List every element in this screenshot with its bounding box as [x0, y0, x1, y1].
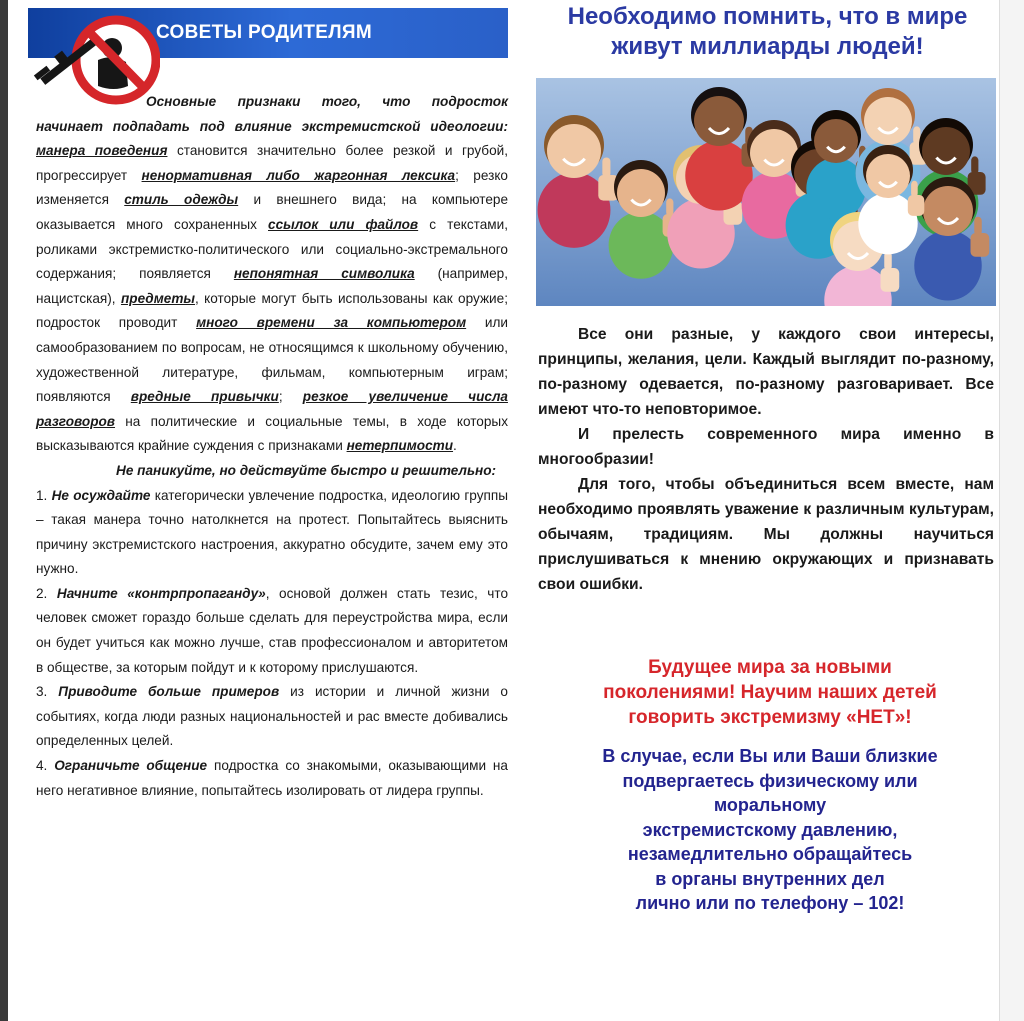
child-face	[547, 124, 601, 178]
diversity-paragraph: Все они разные, у каждого свои интересы, принципы, желания, цели. Каждый выглядит по-разному, по-разному одевается, по-разному разговаривает. Все имеют что-то неповторимое.	[538, 326, 994, 418]
body-text: становится значительно более резкой и грубой, прогрессирует	[36, 143, 508, 183]
slogan-line: поколениями! Научим наших детей	[603, 682, 937, 703]
child-face	[866, 154, 910, 198]
thumb	[974, 217, 982, 236]
child-face	[864, 97, 912, 145]
body-text: из истории и личной жизни о событиях, когда люди разных национальностей и рас вместе добивались определенных целей.	[36, 684, 508, 749]
emphasis-text: Не осуждайте	[51, 487, 151, 503]
body-text: ; резко изменяется	[36, 167, 508, 208]
emphasis-text: Начните «контрпропаганду»	[56, 585, 266, 601]
body-text: или самообразованием по вопросам, не относящимся к школьному обучению, художественной литературе, фильмам, компьютерным играм; появляются	[36, 315, 508, 405]
body-text: и внешнего вида; на компьютере оказывается много сохраненных	[36, 192, 508, 232]
body-text: на политические и социальные темы, в ходе которых высказываются крайние суждения с признаками	[36, 413, 508, 454]
billions-title	[530, 2, 1005, 62]
emphasis-text: вредные привычки	[130, 389, 279, 405]
emphasis-text: непонятная символика	[233, 266, 415, 282]
body-text: подростка со знакомыми, оказывающими на него негативное влияние, попытайтесь изолировать от лидера группы.	[36, 758, 508, 798]
diversity-paragraph: Для того, чтобы объединиться всем вместе, нам необходимо проявлять уважение к различным культурам, обычаям, традициям. Мы должны научиться прислушиваться к мнению окружающих и признавать свои ошибки.	[538, 476, 994, 593]
notice-line: лично или по телефону – 102!	[635, 893, 905, 913]
thumb	[666, 198, 673, 216]
emphasis-text: Приводите больше примеров	[58, 684, 280, 700]
thumb	[602, 157, 610, 177]
header-title: СОВЕТЫ РОДИТЕЛЯМ	[156, 22, 372, 43]
body-text: категорически увлечение подростка, идеологию группы – такая манера точно натолкнется на протест. Попытайтесь выяснить причину экстремистского настроения, аккуратно обсудите, зачем ему это нужно.	[36, 487, 508, 577]
advice-item-4	[36, 754, 508, 803]
body-text: (например, нацистская),	[36, 266, 508, 306]
body-text: 1.	[36, 487, 52, 503]
notice-line: незамедлительно обращайтесь	[627, 844, 913, 864]
children-thumbs-up-photo	[536, 78, 996, 306]
child-face	[750, 129, 798, 177]
title-line: Необходимо помнить, что в мире	[567, 3, 968, 30]
notice-line: экстремистскому давлению,	[642, 819, 898, 840]
child-face	[617, 169, 665, 217]
notice-line: подвергаетесь физическому или	[622, 770, 918, 791]
thumbs-up-hand	[881, 268, 900, 292]
slogan-line: говорить экстремизму «НЕТ»!	[628, 707, 912, 728]
body-text: 2.	[36, 585, 57, 601]
thumb	[884, 252, 892, 271]
thumbs-up-hand	[971, 233, 990, 257]
child-face	[922, 127, 970, 175]
left-edge-border	[0, 0, 8, 1021]
notice-line: В случае, если Вы или Ваши близкие	[602, 746, 938, 766]
child-face	[814, 119, 858, 163]
police-contact-notice	[540, 744, 1000, 916]
child-face	[923, 186, 973, 236]
title-line: живут миллиарды людей!	[611, 33, 924, 60]
emphasis-text: ненормативная либо жаргонная лексика	[141, 167, 456, 183]
emphasis-text: Основные признаки того, что подросток начинает подпадать под влияние экстремистской идеологии:	[36, 94, 508, 134]
dont-panic-paragraph	[36, 459, 508, 484]
thumbs-up-hand	[908, 195, 925, 216]
advice-item-3	[36, 680, 508, 754]
advice-item-1	[36, 484, 508, 582]
emphasis-text: ссылок или файлов	[268, 216, 419, 232]
emphasis-text: предметы	[120, 290, 196, 306]
child-face	[694, 96, 744, 146]
emphasis-text: нетерпимости	[346, 438, 454, 454]
signs-paragraph	[36, 90, 508, 459]
body-text: , основой должен стать тезис, что человек сможет гораздо больше сделать для переустройства мира, если он будет учиться как можно лучше, став профессионалом и авторитетом в обществе, за которым пойдут и к которому прислушаются.	[36, 585, 509, 675]
thumb	[911, 181, 918, 198]
body-text: 4.	[36, 758, 55, 774]
slogan-line: Будущее мира за новыми	[648, 657, 892, 678]
body-text: , которые могут быть использованы как оружие; подросток проводит	[36, 290, 508, 331]
emphasis-text: манера поведения	[36, 143, 168, 159]
emphasis-text: Не паникуйте, но действуйте быстро и решительно:	[116, 462, 497, 478]
body-text: 3.	[36, 684, 59, 700]
parents-advice-text	[36, 90, 508, 803]
diversity-text	[538, 322, 994, 597]
diversity-paragraph: И прелесть современного мира именно в многообразии!	[538, 426, 994, 468]
emphasis-text: Ограничьте общение	[54, 758, 208, 774]
right-edge-next-page	[999, 0, 1024, 1021]
emphasis-text: много времени за компьютером	[196, 315, 467, 331]
body-text: с текстами, роликами экстремистко-политического или социально-экстремального содержания; появляется	[36, 216, 508, 282]
thumb	[971, 156, 978, 174]
notice-line: моральному	[713, 795, 827, 815]
body-text: .	[453, 438, 457, 454]
notice-line: в органы внутренних дел	[655, 868, 885, 889]
future-generations-slogan	[540, 655, 1000, 730]
emphasis-text: резкое увеличение числа разговоров	[36, 389, 508, 429]
advice-item-2	[36, 582, 508, 680]
body-text: ;	[278, 389, 303, 405]
emphasis-text: стиль одежды	[124, 192, 239, 208]
